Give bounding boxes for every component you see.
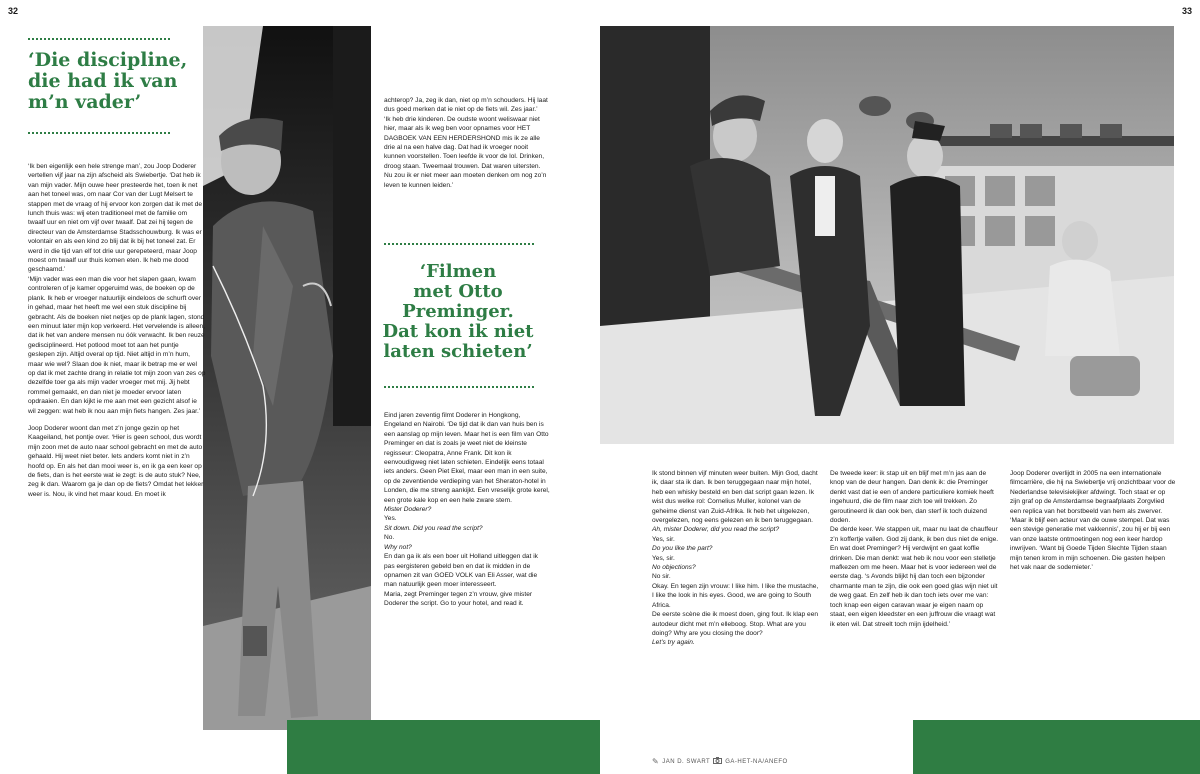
paragraph: Joop Doderer overlijdt in 2005 na een internationale filmcarrière, die hij na Swiebertje vrij onzichtbaar voor de Nederlandse televisiekijker afdwingt. Toch staat er op zijn graf op de Amsterdamse begraafplaats Zorgvlied een replica van het borstbeeld van hem als zwerver.	[1010, 470, 1176, 515]
page-number-left: 32	[8, 6, 19, 16]
paragraph: Yes, sir.	[652, 535, 675, 543]
paragraph: No objections?	[652, 564, 696, 572]
paragraph: No sir.	[652, 573, 671, 581]
paragraph: De tweede keer: ik stap uit en blijf met m’n jas aan de knop van de deur hangen. Dan denk ik: die Preminger denkt vast dat ie een of andere particuliere komiek heeft ingehuurd, die de film naar zich toe wil trekken. Zo geroutineerd ik dan ook ben, dan sterf ik toch duizend doden.	[830, 470, 994, 525]
photo-swiebertje-illustration	[203, 26, 371, 730]
paragraph: Sit down. Did you read the script?	[384, 524, 483, 532]
pull-quote-1-line: die had ik van	[28, 70, 178, 92]
credit-photographer: JAN D. SWART	[662, 758, 711, 765]
paragraph: Do you like the part?	[652, 545, 713, 553]
paragraph: Okay. En tegen zijn vrouw: I like him. I like the mustache, I like the look in his eyes. Good, we are going to South Africa.	[652, 582, 819, 609]
paragraph: Eind jaren zeventig filmt Doderer in Hongkong, Engeland en Nairobi. ‘De tijd dat ik dan van huis ben is een aanslag op mijn leven. Maar het is een film van Otto Preminger en dat is zoals je weet niet de kleinste regisseur: Cleopatra, Anne Frank. Dit kon ik eenvoudigweg niet laten schieten. Eindelijk eens totaal iets anders. Geen Piet Ekel, maar een man in een suite, op de zeventiende verdieping van het Sheraton-hotel in Londen, die me streng aankijkt. Een vreselijk grote kerel, een grote kale kop en een hele zware stem.	[384, 412, 550, 504]
green-footer-bar-left	[287, 720, 600, 774]
pull-quote-2-line: ‘Filmen	[419, 261, 497, 282]
paragraph: ‘Maar ik blijf een acteur van de ouwe stempel. Dat was een stevige generatie met vakkennis’, zou hij er bij een van onze laatste ontmoetingen nog een keer hardop inwrijven. ‘Want bij Goede Tijden Slechte Tijden staan mijn tenen krom in mijn schoenen. Die gasten helpen het vak naar de sodemieter.’	[1010, 517, 1171, 572]
paragraph: achterop? Ja, zeg ik dan, niet op m’n schouders. Hij laat dus goed merken dat ie niet op de fiets wil. Zes jaar.’	[384, 97, 548, 114]
paragraph: Maria, zegt Preminger tegen z’n vrouw, give mister Doderer the script. Go to your hotel, and read it.	[384, 590, 533, 608]
paragraph: Ah, mister Doderer, did you read the script?	[652, 526, 780, 534]
credit-agency: GA-HET-NA/ANEFO	[725, 758, 788, 765]
paragraph: Yes.	[384, 515, 397, 523]
page-number-right: 33	[1181, 6, 1192, 16]
article-column-5	[1010, 469, 1176, 572]
pull-quote-2-line: Preminger.	[402, 301, 514, 322]
paragraph: Let’s try again.	[652, 639, 695, 647]
article-column-2-top	[384, 96, 550, 190]
paragraph: Why not?	[384, 543, 412, 551]
pen-icon: ✎	[652, 757, 660, 766]
quote1-dots-bottom	[28, 132, 170, 134]
article-column-4	[830, 469, 1000, 629]
pull-quote-1-line: ‘Die discipline,	[28, 49, 188, 71]
paragraph: Ik stond binnen vijf minuten weer buiten. Mijn God, dacht ik, daar sta ik dan. Ik ben teruggegaan naar mijn hotel, heb een whisky besteld en ben dat script gaan lezen. Ik wist dus welke rol: Cornelius Muller, kolonel van de geheime dienst van Zuid-Afrika. Ik heb het uitgelezen, overgelezen, nog eens gelezen en ik ben teruggegaan.	[652, 470, 818, 525]
article-column-3	[652, 469, 820, 648]
quote1-dots-top	[28, 38, 170, 40]
paragraph: De derde keer. We stappen uit, maar nu laat de chauffeur z’n koffertje vallen. God zij dank, ik ben dus niet de enige.	[830, 526, 999, 543]
green-footer-bar-right	[913, 720, 1200, 774]
paragraph: De eerste scène die ik moest doen, ging fout. Ik klap een autodeur dicht met m’n elleboog. Stop. What are you doing? Why are you closing the door?	[652, 611, 819, 637]
paragraph: Yes, sir.	[652, 554, 675, 562]
paragraph: Mister Doderer?	[384, 506, 432, 514]
paragraph: Joop Doderer woont dan met z’n jonge gezin op het Kaageiland, het pontje over. ‘Hier is geen school, dus wordt mijn zoon met de auto naar school gebracht en met de auto gehaald. Hij weet niet beter. Iets anders komt niet in z’n hoofd op. En als het dan mooi weer is, en ik ga een keer op de fiets, dan is het eerste wat ie zegt: is de auto stuk? Nee, zeg ik dan. Waarom ga je dan op de fiets? Omdat het lekker weer is. Nou, ik vind het maar koud. En moet ik	[28, 424, 204, 498]
paragraph: ‘Ik heb drie kinderen. De oudste woont weliswaar niet hier, maar als ik weg ben voor opnames voor HET DAGBOEK VAN EEN HERDERSHOND mis ik ze alle drie al na een halve dag. Dat had ik vroeger nooit kunnen voorstellen. Toen leefde ik voor de lol. Drinken, droog staan. Tweemaal trouwen. Dat waren uitersten. Nu zou ik er niet meer aan moeten denken om nog zo’n leven te kunnen leiden.’	[384, 115, 547, 189]
paragraph: No.	[384, 534, 395, 542]
paragraph: ‘Ik ben eigenlijk een hele strenge man’, zou Joop Doderer vertellen vijf jaar na zijn afscheid als Swiebertje. ‘Dat heb ik van mijn vader. Mijn ouwe heer presteerde het, toen ik net aan het toneel was, om naar Cor van der Lugt Melsert te stappen met de vraag of hij ervoor kon zorgen dat ik met de lunch thuis was: wij eten traditioneel met de familie om twaalf uur en niet om vijf over twaalf. Dat zei hij tegen de directeur van de Amsterdamse Stadsschouwburg. Ik was er volontair en als een kind zo blij dat ik bij het toneel zat. Er werd in die tijd van elf tot drie uur gerepeteerd, maar Joop moest om twaalf uur thuis komen eten. Ik heb me dood geschaamd.’	[28, 163, 203, 274]
quote2-dots-bottom	[384, 386, 534, 388]
paragraph: ‘Mijn vader was een man die voor het slapen gaan, kwam controleren of je kamer opgeruimd was, de boeken op de plank. Ik heb er vroeger natuurlijk eindeloos de schurft over in gehad, maar het heeft me wel een stuk discipline bij gebracht. Als de boeken niet netjes op de plank lagen, stond een minuut later mijn kop verkeerd. Het vervelende is alleen, dat ik het van andere mensen nu óók verwacht. Ik ben reuze gedisciplineerd. Het potlood moet tot aan het puntje geslepen zijn. Altijd overal op tijd. Niet altijd in m’n hum, maar wie wel? Slaan doe ik niet, maar ik betrap me er wel op dat ik met zachte drang in relatie tot mijn zoon van zes op dezelfde toer ga als mijn vader vroeger met mij. Jij hebt rommel gemaakt, en dan niet je moeder ervoor laten opdraaien. En dan kijkt ie me aan met een gezicht alsof ie wil zeggen: wat heb ik nou aan mijn fiets hangen. Zes jaar.’	[28, 275, 206, 415]
pull-quote-1	[28, 50, 208, 113]
pull-quote-2-line: laten schieten’	[383, 341, 533, 362]
photo-credit	[652, 757, 788, 766]
pull-quote-1-line: m’n vader’	[28, 91, 142, 113]
quote2-dots-top	[384, 243, 534, 245]
article-column-2-bottom	[384, 411, 550, 609]
photo-swiebertje	[203, 26, 371, 730]
article-column-1	[28, 162, 206, 499]
pull-quote-2-line: met Otto	[413, 281, 503, 302]
pull-quote-2-line: Dat kon ik niet	[382, 321, 534, 342]
paragraph: En dan ga ik als een boer uit Holland uitleggen dat ik pas eergisteren gebeld ben en dat ik midden in de opnamen zit van GOED VOLK van Eli Asser, wat die man natuurlijk geen moer interesseert.	[384, 553, 538, 589]
photo-scene-kitchen	[600, 26, 1174, 444]
photo-scene-illustration	[600, 26, 1174, 444]
paragraph: En wat doet Preminger? Hij verdwijnt en gaat koffie drinken. Die man denkt: wat heb ik nou voor een stelletje mafkezen om me heen. Maar het is voor iedereen wel de eerste dag. ‘s Avonds blijkt hij dan toch een bijzonder charmante man te zijn, die ook een goed glas wijn niet uit de weg gaat. En zelf heb ik dan toch iets over me van: toch knap een eigen caravan waar je eigen naam op staat, een eigen kleedster en een juffrouw die vraagt wat ik eten wil. Dat streelt toch mijn ijdelheid.’	[830, 545, 998, 628]
pull-quote-2	[378, 262, 538, 362]
camera-icon	[713, 757, 722, 766]
